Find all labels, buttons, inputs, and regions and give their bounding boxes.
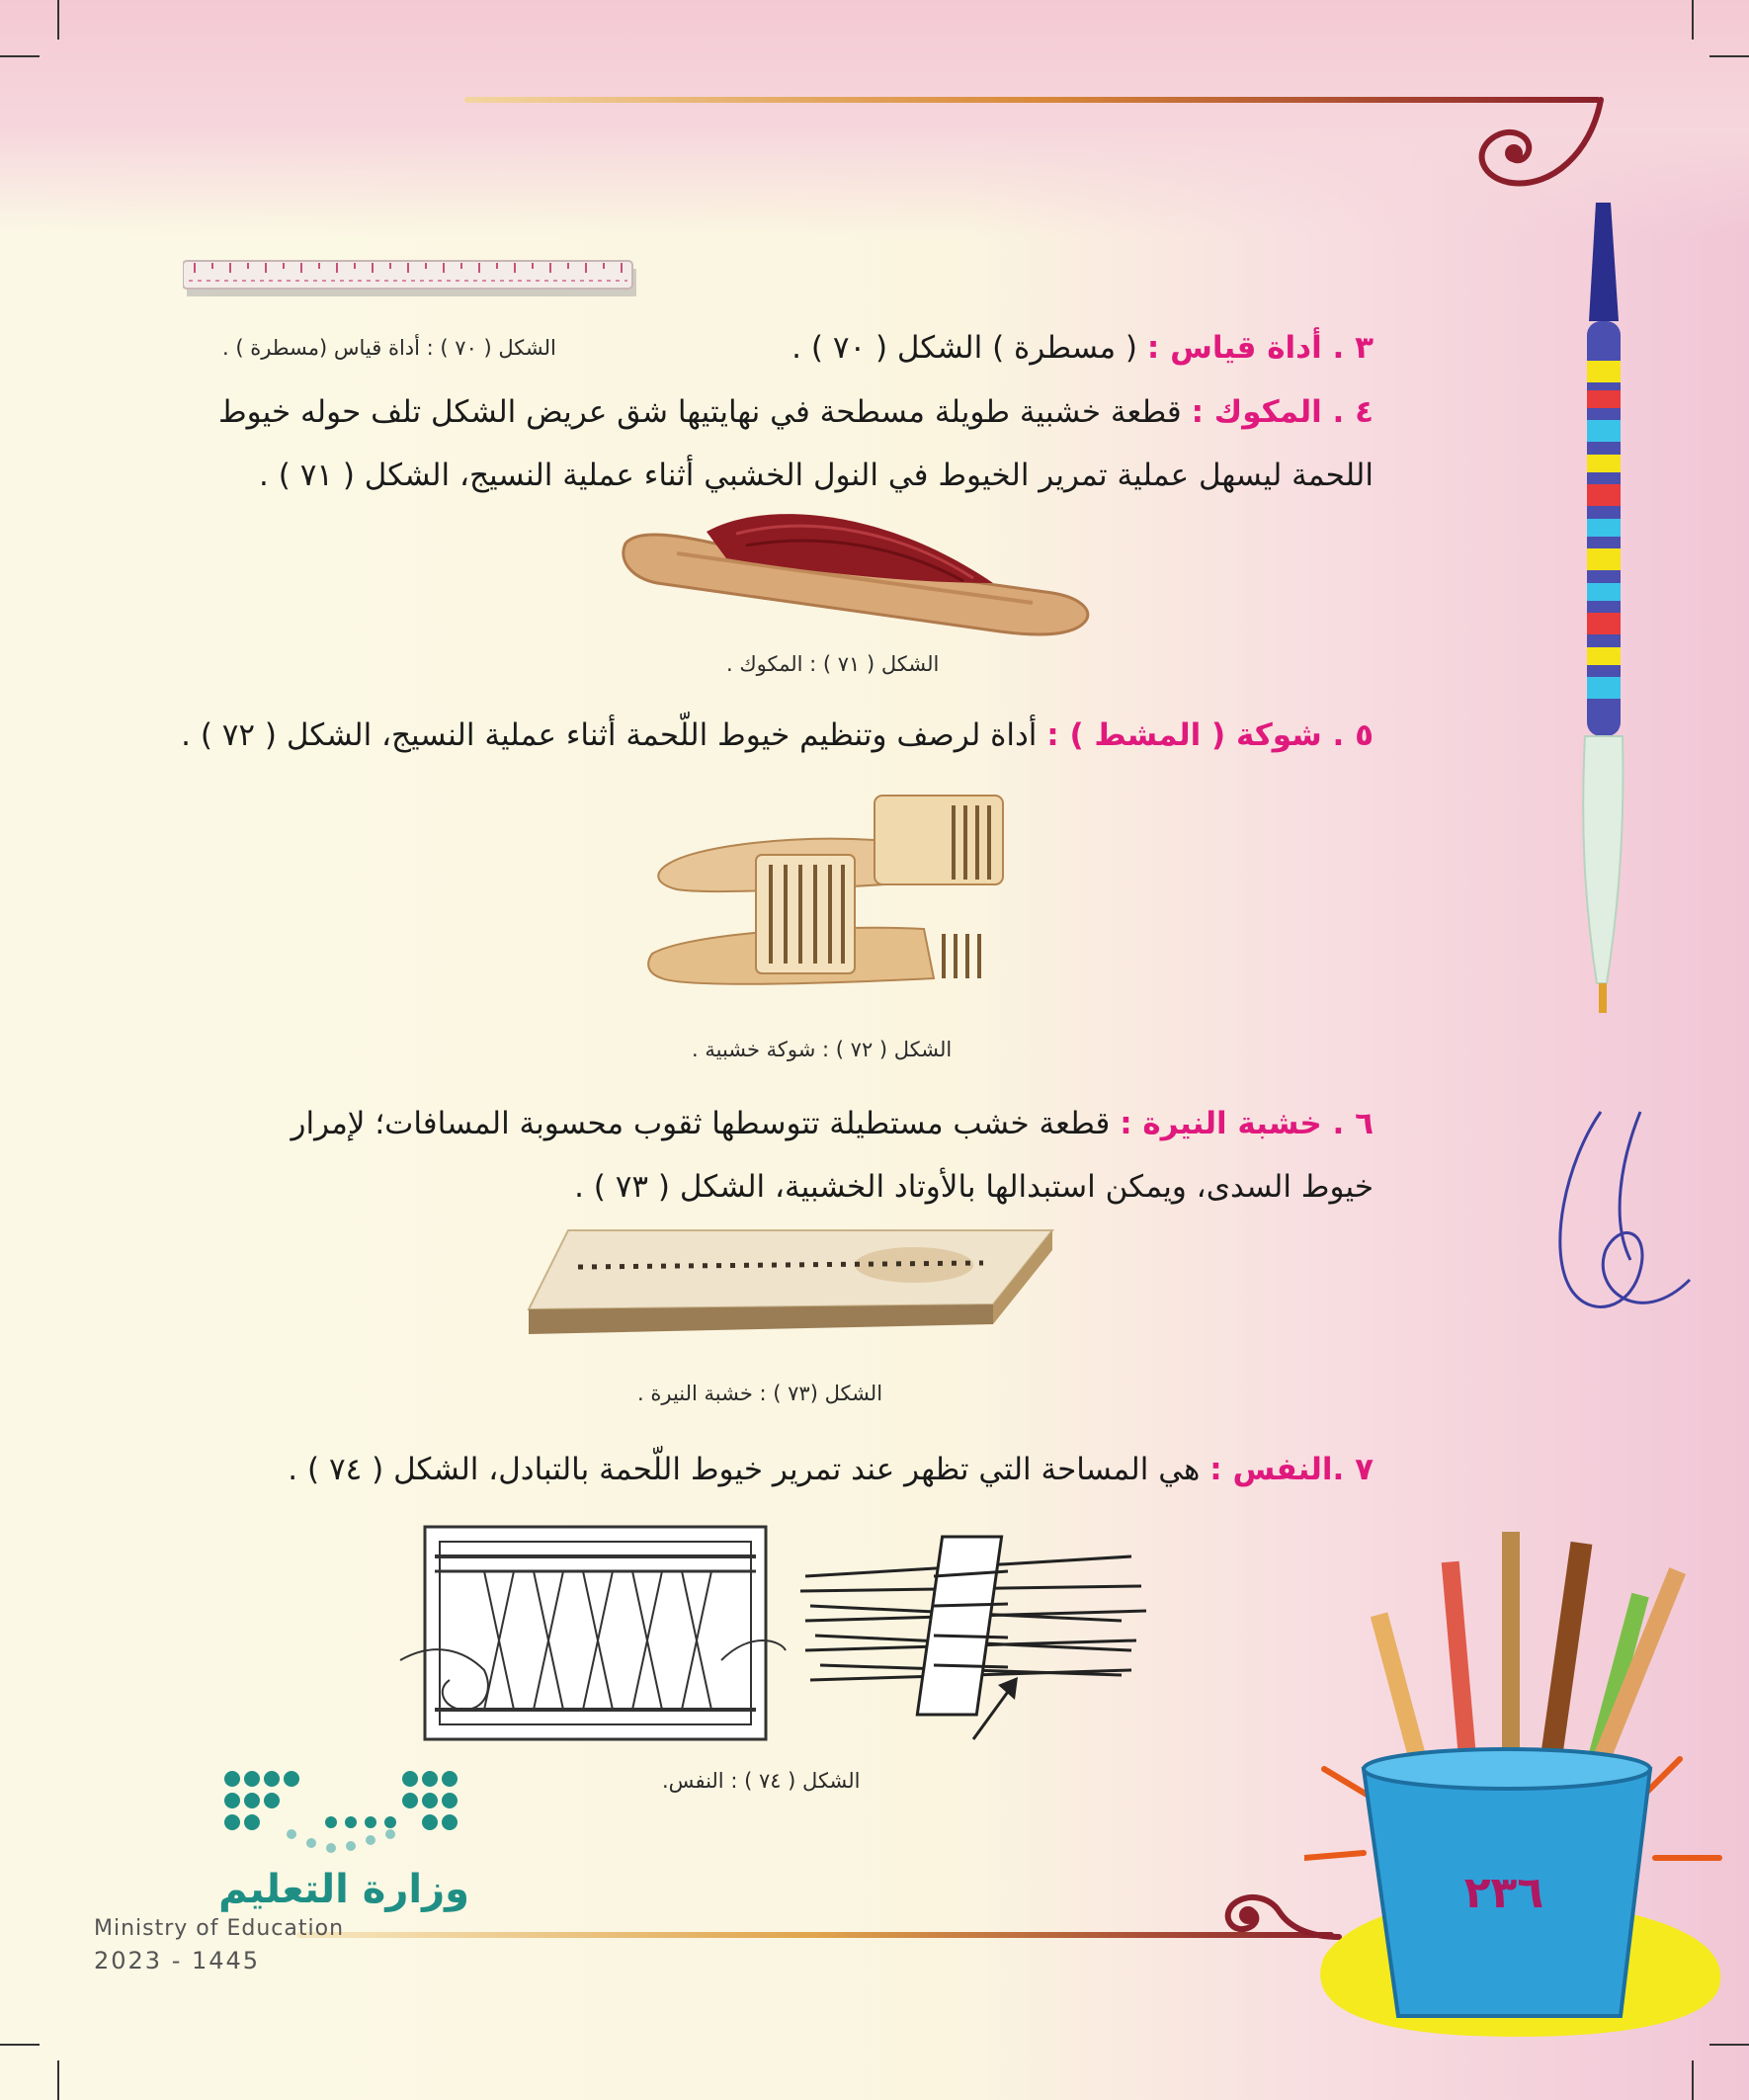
pen-icon [1541,203,1660,1112]
figure-shuttle [618,504,1102,642]
item-5-text: أداة لرصف وتنظيم خيوط اللّحمة أثناء عملية النسيج، الشكل ( ٧٢ ) . [181,717,1047,753]
item-7-text: هي المساحة التي تظهر عند تمرير خيوط اللّحمة بالتبادل، الشكل ( ٧٤ ) . [288,1452,1210,1487]
crop-mark [0,2044,40,2046]
ministry-logo-icon [94,1769,469,1863]
caption-fig-72: الشكل ( ٧٢ ) : شوكة خشبية . [692,1038,953,1061]
page-number: ٢٣٦ [1463,1868,1544,1918]
item-3-term: ٣ . أداة قياس : [1146,330,1374,366]
figure-heddle-board [519,1225,1057,1349]
item-6-text: قطعة خشب مستطيلة تتوسطها ثقوب محسوبة المسافات؛ لإمرار خيوط السدى، ويمكن استبدالها بالأوتاد الخشبية، الشكل ( ٧٣ ) . [291,1106,1374,1205]
edition-year: 2023 - 1445 [94,1947,261,1974]
figure-shed-drawing [795,1527,1151,1749]
item-5-term: ٥ . شوكة ( المشط ) : [1046,717,1374,753]
crop-mark [57,2060,59,2100]
item-4-paragraph [212,380,1374,507]
figure-wooden-comb [647,786,1013,998]
ornament-scroll-icon [1462,94,1611,203]
caption-fig-74: الشكل ( ٧٤ ) : النفس. [662,1769,861,1793]
ministry-name-en: Ministry of Education [94,1916,345,1941]
ministry-logo [94,1769,469,1974]
crop-mark [57,0,59,40]
crop-mark [1692,0,1694,40]
crop-mark [0,55,40,57]
caption-fig-73: الشكل (٧٣ ) : خشبة النيرة . [637,1382,883,1405]
item-5-paragraph [181,704,1374,767]
item-4-text: قطعة خشبية طويلة مسطحة في نهايتيها شق عريض الشكل تلف حوله خيوط اللحمة ليسهل عملية تمرير الخيوط في النول الخشبي أثناء عملية النسيج، الشكل ( ٧١ ) . [217,394,1374,493]
top-frame-line [464,97,1601,103]
pen-scribble-icon [1551,1102,1700,1329]
crop-mark [1692,2060,1694,2100]
item-4-term: ٤ . المكوك : [1191,394,1374,430]
pencil-cup-icon [1304,1502,1739,2056]
item-6-term: ٦ . خشبة النيرة : [1120,1106,1374,1141]
figure-ruler [183,255,642,302]
item-3-text: ( مسطرة ) الشكل ( ٧٠ ) . [791,330,1147,366]
figure-loom-drawing [395,1512,791,1749]
ministry-name-ar: وزارة التعليم [218,1867,469,1912]
item-7-paragraph [212,1438,1374,1501]
caption-fig-71: الشكل ( ٧١ ) : المكوك . [726,652,940,676]
item-7-term: ٧ .النفس : [1209,1452,1374,1487]
item-6-paragraph [212,1092,1374,1218]
item-3-paragraph [692,316,1374,379]
crop-mark [1709,55,1749,57]
caption-fig-70: الشكل ( ٧٠ ) : أداة قياس (مسطرة ) . [222,336,556,360]
